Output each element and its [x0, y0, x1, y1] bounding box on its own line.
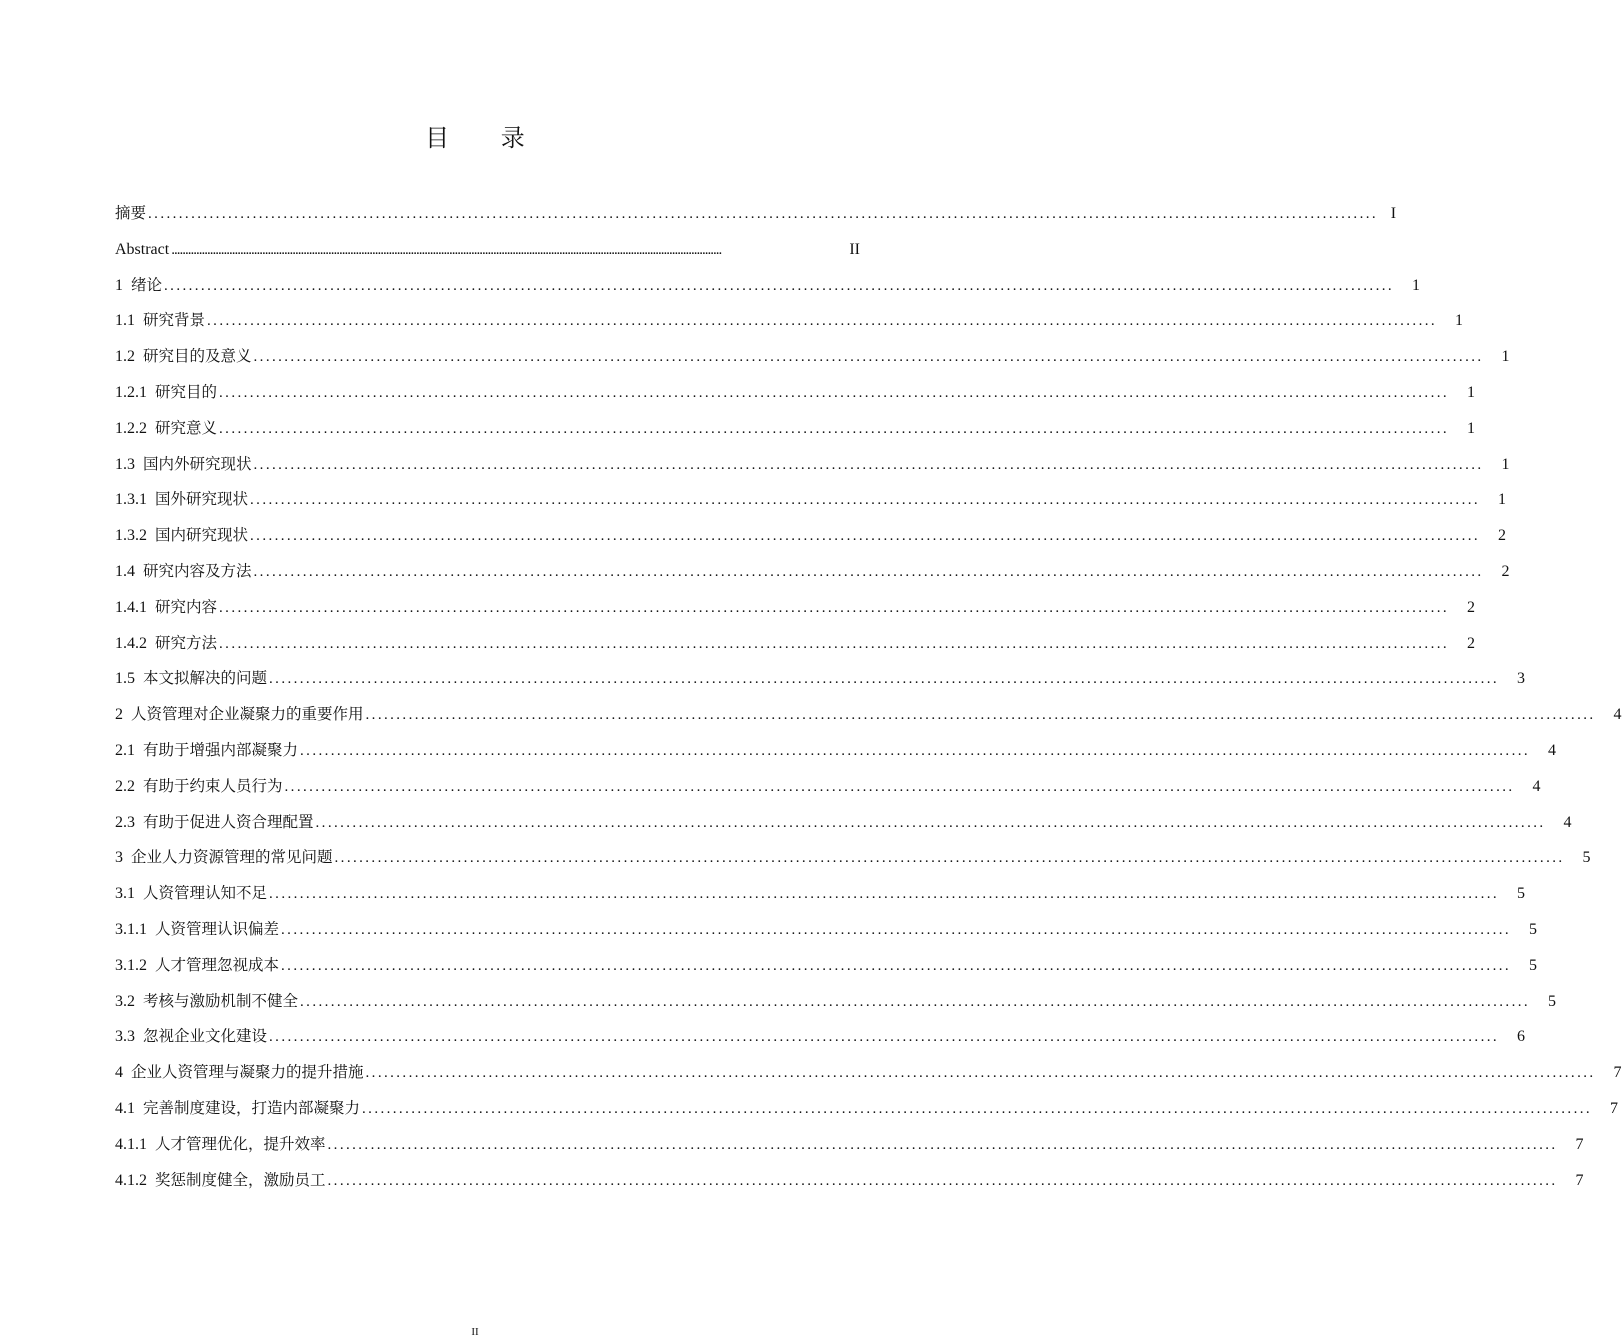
toc-dot-leader: ........................................................................................................................................................................................................: [148, 206, 1379, 222]
toc-entry-page: 1: [1412, 276, 1421, 294]
toc-dot-leader: ........................................................................................................................................................................................................: [327, 1172, 1558, 1189]
toc-entry-number: 1.4: [115, 562, 135, 580]
toc-entry-title: 奖惩制度健全，激励员工: [155, 1170, 326, 1189]
toc-entry-number: 2.1: [115, 741, 135, 759]
toc-entry-number: 2: [115, 706, 123, 724]
toc-entry-page: 1: [1498, 491, 1507, 509]
toc-dot-leader: ........................................................................................................................................................................................................: [362, 1100, 1593, 1117]
page-title: 目 录: [425, 124, 547, 152]
toc-entry[interactable]: [115, 876, 1526, 912]
toc-entry-page: 1: [1501, 348, 1510, 366]
toc-dot-leader: ........................................................................................................................................................................................................: [281, 957, 1512, 974]
toc-entry-number: 1.4.2: [115, 634, 147, 652]
toc-entry-page: 5: [1529, 956, 1538, 974]
toc-entry-page: I: [1390, 205, 1397, 222]
toc-entry[interactable]: [115, 912, 1538, 948]
toc-dot-leader: ........................................................................................................................................................................................................: [269, 671, 1500, 688]
toc-entry-number: 2.3: [115, 813, 135, 831]
toc-entry-title: 人资管理认识偏差: [155, 919, 280, 938]
toc-dot-leader: ........................................................................................................................................................................................................: [164, 277, 1395, 294]
toc-entry-page: 7: [1575, 1135, 1584, 1153]
toc-entry[interactable]: [115, 339, 1510, 375]
toc-entry-page: 2: [1498, 527, 1507, 545]
toc-entry-number: 2.2: [115, 777, 135, 795]
toc-entry-page: 2: [1501, 562, 1510, 580]
toc-entry-page: 7: [1610, 1099, 1619, 1117]
toc-entry[interactable]: [115, 805, 1572, 841]
toc-dot-leader: ........................................................................................................................................................................................................: [219, 420, 1450, 437]
toc-entry-title: 研究背景: [143, 311, 206, 330]
toc-entry[interactable]: [115, 769, 1541, 805]
toc-dot-leader: ........................................................................................................................................................................................................: [334, 850, 1565, 867]
toc-entry-page: 2: [1467, 598, 1476, 616]
toc-entry-title: 研究方法: [155, 633, 218, 652]
toc-entry[interactable]: [115, 303, 1464, 339]
toc-entry-page: 3: [1517, 670, 1526, 688]
toc-entry-page: 7: [1613, 1064, 1622, 1082]
toc-entry-title: 研究目的: [155, 382, 218, 401]
toc-entry[interactable]: [115, 948, 1538, 984]
toc-entry[interactable]: [115, 733, 1557, 769]
toc-entry-title: 忽视企业文化建设: [143, 1027, 268, 1046]
toc-entry-number: 3.1.1: [115, 920, 147, 938]
toc-entry-number: 1.4.1: [115, 598, 147, 616]
toc-entry[interactable]: [115, 1127, 1584, 1163]
toc-dot-leader: ........................................................................................................................................................................................................: [219, 599, 1450, 616]
toc-entry-page: 6: [1517, 1028, 1526, 1046]
toc-entry-number: 1.3.2: [115, 527, 147, 545]
toc-entry[interactable]: [115, 1091, 1619, 1127]
toc-entry-title: 企业人力资源管理的常见问题: [131, 848, 333, 867]
toc-entry[interactable]: [115, 482, 1507, 518]
toc-entry-number: 3.3: [115, 1028, 135, 1046]
toc-entry-page: II: [849, 240, 860, 258]
toc-entry[interactable]: [115, 411, 1476, 447]
toc-entry-title: 有助于增强内部凝聚力: [143, 740, 299, 759]
toc-entry-number: 3.1: [115, 885, 135, 903]
toc-entry[interactable]: [115, 447, 1510, 483]
toc-entry-number: 1.3.1: [115, 491, 147, 509]
toc-entry-title: 绪论: [131, 275, 163, 294]
toc-entry-number: 3.2: [115, 992, 135, 1010]
toc-entry[interactable]: [115, 554, 1510, 590]
toc-entry-number: 4.1.2: [115, 1171, 147, 1189]
toc-entry-title: 摘要: [115, 204, 147, 222]
toc-entry-page: 2: [1467, 634, 1476, 652]
toc-entry-page: 4: [1548, 741, 1557, 759]
toc-dot-leader: ........................................................................................................................................................................................................: [219, 384, 1450, 401]
toc-entry-title: 有助于促进人资合理配置: [143, 812, 314, 831]
toc-entry-title: Abstract: [115, 240, 170, 258]
toc-entry[interactable]: [115, 697, 1622, 733]
toc-dot-leader: ........................................................................................................................................................................................................: [250, 492, 1481, 509]
toc-dot-leader: ........................................................................................................................................................................................................: [253, 563, 1484, 580]
toc-entry-page: 5: [1529, 920, 1538, 938]
toc-entry-page: 1: [1501, 455, 1510, 473]
toc-entry-number: 1.2.2: [115, 419, 147, 437]
toc-entry-title: 本文拟解决的问题: [143, 669, 268, 688]
toc-entry-title: 企业人资管理与凝聚力的提升措施: [131, 1063, 364, 1082]
toc-dot-leader: ........................................................................................................................................................................................................: [253, 349, 1484, 366]
toc-entry-number: 1.1: [115, 312, 135, 330]
toc-dot-leader: ........................................................................................................................................................................................................: [315, 814, 1546, 831]
toc-entry[interactable]: [115, 375, 1476, 411]
toc-entry[interactable]: [115, 1163, 1584, 1199]
toc-entry[interactable]: [115, 1019, 1526, 1055]
toc-entry-title: 人资管理对企业凝聚力的重要作用: [131, 705, 364, 724]
toc-dot-leader: ........................................................................................................................................................................................................: [300, 742, 1531, 759]
toc-entry-number: 1: [115, 276, 123, 294]
toc-entry[interactable]: [115, 626, 1476, 662]
toc-entry-title: 考核与激励机制不健全: [143, 991, 299, 1010]
toc-dot-leader: ........................................................................................................................................................................................................: [250, 528, 1481, 545]
toc-entry[interactable]: [115, 984, 1557, 1020]
toc-entry-page: 1: [1467, 383, 1476, 401]
toc-entry-title: 研究内容: [155, 597, 218, 616]
toc-entry-title: 国内研究现状: [155, 526, 249, 545]
toc-entry[interactable]: [115, 232, 860, 268]
toc-dot-leader: ........................................................................................................................................................................................................: [327, 1136, 1558, 1153]
table-of-contents: [115, 196, 1622, 1198]
toc-entry-page: 4: [1563, 813, 1572, 831]
toc-entry-number: 3.1.2: [115, 956, 147, 974]
toc-entry-title: 研究意义: [155, 418, 218, 437]
page-number: II: [471, 1326, 479, 1338]
toc-dot-leader: ........................................................................................................................................................................................................: [171, 241, 722, 258]
toc-entry-number: 1.3: [115, 455, 135, 473]
toc-entry-page: 4: [1532, 777, 1541, 795]
toc-entry[interactable]: [115, 268, 1421, 304]
toc-entry-number: 1.5: [115, 670, 135, 688]
toc-entry-title: 研究内容及方法: [143, 561, 252, 580]
toc-dot-leader: ........................................................................................................................................................................................................: [300, 993, 1531, 1010]
toc-entry-title: 人资管理认知不足: [143, 884, 268, 903]
toc-entry-number: 4.1: [115, 1099, 135, 1117]
toc-entry[interactable]: [115, 661, 1526, 697]
toc-dot-leader: ........................................................................................................................................................................................................: [269, 886, 1500, 903]
toc-entry[interactable]: [115, 196, 1397, 232]
toc-dot-leader: ........................................................................................................................................................................................................: [269, 1029, 1500, 1046]
toc-entry-title: 完善制度建设，打造内部凝聚力: [143, 1098, 361, 1117]
toc-dot-leader: ........................................................................................................................................................................................................: [284, 778, 1515, 795]
toc-entry-number: 1.2.1: [115, 383, 147, 401]
toc-entry-page: 7: [1575, 1171, 1584, 1189]
toc-entry-title: 人才管理忽视成本: [155, 955, 280, 974]
toc-entry-title: 国内外研究现状: [143, 454, 252, 473]
toc-entry-title: 人才管理优化，提升效率: [155, 1134, 326, 1153]
toc-entry-title: 有助于约束人员行为: [143, 776, 283, 795]
toc-entry[interactable]: [115, 840, 1591, 876]
toc-dot-leader: ........................................................................................................................................................................................................: [281, 921, 1512, 938]
toc-dot-leader: ........................................................................................................................................................................................................: [365, 1065, 1596, 1082]
toc-entry-number: 4.1.1: [115, 1135, 147, 1153]
toc-entry[interactable]: [115, 518, 1507, 554]
toc-entry-number: 3: [115, 849, 123, 867]
toc-entry-title: 国外研究现状: [155, 490, 249, 509]
toc-entry-page: 5: [1517, 885, 1526, 903]
toc-entry-title: 研究目的及意义: [143, 347, 252, 366]
toc-entry-number: 4: [115, 1064, 123, 1082]
toc-entry-number: 1.2: [115, 348, 135, 366]
toc-entry-page: 1: [1455, 312, 1464, 330]
toc-entry-page: 5: [1582, 849, 1591, 867]
toc-entry[interactable]: [115, 590, 1476, 626]
toc-entry[interactable]: [115, 1055, 1622, 1091]
toc-entry-page: 4: [1613, 706, 1622, 724]
toc-dot-leader: ........................................................................................................................................................................................................: [253, 456, 1484, 473]
toc-entry-page: 5: [1548, 992, 1557, 1010]
toc-dot-leader: ........................................................................................................................................................................................................: [219, 635, 1450, 652]
toc-dot-leader: ........................................................................................................................................................................................................: [365, 707, 1596, 724]
toc-dot-leader: ........................................................................................................................................................................................................: [207, 313, 1438, 330]
toc-entry-page: 1: [1467, 419, 1476, 437]
